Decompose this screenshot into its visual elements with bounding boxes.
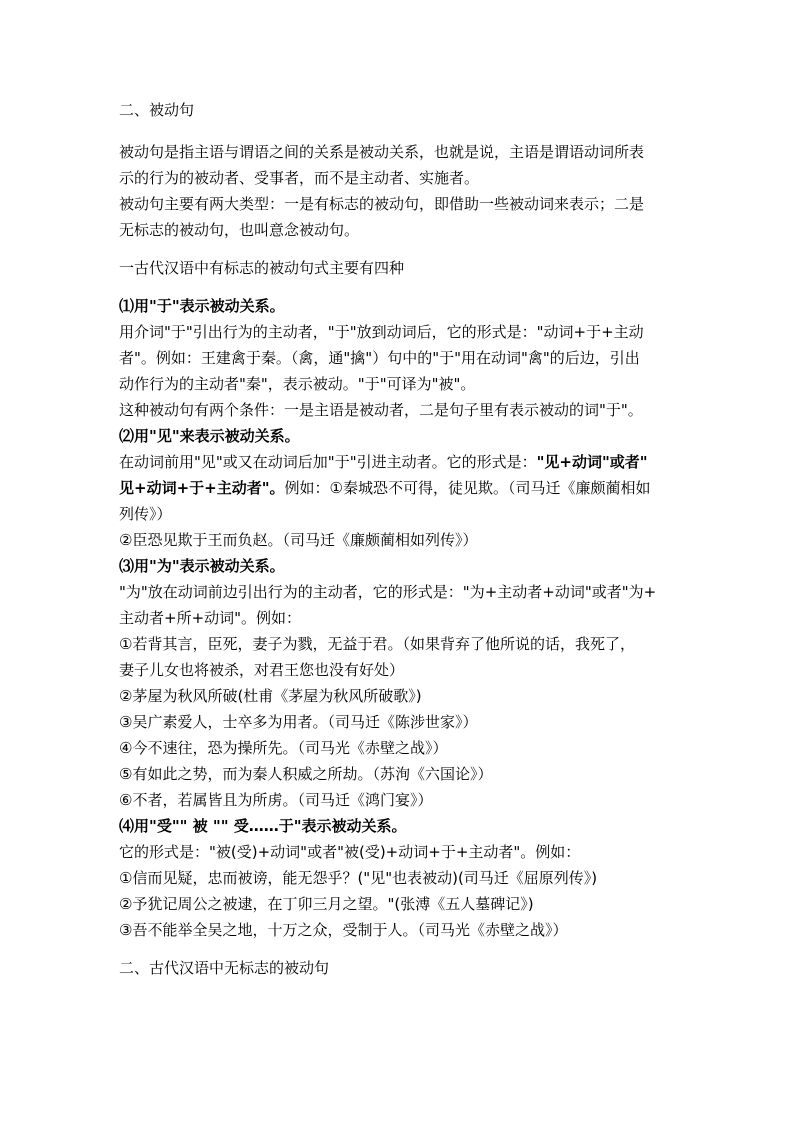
item2-line1-form: "见+动词"或者": [536, 453, 648, 471]
intro-line: 被动句主要有两大类型：一是有标志的被动句，即借助一些被动词来表示；二是: [119, 195, 645, 213]
item3-title: ⑶用"为"表示被动关系。: [119, 557, 285, 575]
intro-line: 无标志的被动句，也叫意念被动句。: [119, 221, 360, 239]
item2-line1-text: 在动词前用"见"或又在动词后加"于"引进主动者。它的形式是：: [119, 453, 537, 471]
item1-line: 动作行为的主动者"秦"，表示被动。"于"可译为"被"。: [119, 375, 476, 393]
item3-line: ②茅屋为秋风所破(杜甫《茅屋为秋风所破歌》): [119, 687, 422, 705]
item1-line: 用介词"于"引出行为的主动者，"于"放到动词后，它的形式是："动词+于+主动: [119, 323, 644, 341]
item3-line: "为"放在动词前边引出行为的主动者，它的形式是："为+主动者+动词"或者"为+: [119, 583, 657, 601]
item3-line: 妻子儿女也将被杀，对君王您也没有好处）: [119, 661, 405, 679]
intro-line: 示的行为的被动者、受事者，而不是主动者、实施者。: [119, 169, 480, 187]
item1-title: ⑴用"于"表示被动关系。: [119, 297, 285, 315]
item3-line: ③吴广素爱人，士卒多为用者。（司马迁《陈涉世家》）: [119, 713, 478, 731]
heading-passive-sentence: 二、被动句: [119, 101, 195, 119]
item2-line2-text: 例如：①秦城恐不可得，徒见欺。（司马迁《廉颇蔺相如: [284, 479, 651, 497]
item2-line: 列传》）: [119, 505, 172, 523]
item2-line: [119, 475, 689, 501]
document-page: [119, 97, 689, 981]
section-two-heading: 二、古代汉语中无标志的被动句: [119, 959, 330, 977]
item2-line: ②臣恐见欺于王而负赵。（司马迁《廉颇蔺相如列传》）: [119, 531, 478, 549]
item4-line: ③吾不能举全吴之地，十万之众，受制于人。（司马光《赤壁之战》）: [119, 921, 568, 939]
item1-line: 这种被动句有两个条件：一是主语是被动者，二是句子里有表示被动的词"于"。: [119, 401, 643, 419]
item1-line: 者"。例如：王建禽于秦。（禽，通"擒"）句中的"于"用在动词"禽"的后边，引出: [119, 349, 640, 367]
item3-line: ⑤有如此之势，而为秦人积威之所劫。（苏洵《六国论》）: [119, 765, 493, 783]
item2-line2-form: 见+动词+于+主动者"。: [119, 479, 285, 497]
item4-line: ①信而见疑，忠而被谤，能无怨乎？("见"也表被动)(司马迁《屈原列传》): [119, 869, 598, 887]
item2-title: ⑵用"见"来表示被动关系。: [119, 427, 300, 445]
item3-line: ⑥不者，若属皆且为所虏。（司马迁《鸿门宴》）: [119, 791, 433, 809]
intro-line: 被动句是指主语与谓语之间的关系是被动关系，也就是说，主语是谓语动词所表: [119, 143, 645, 161]
item2-line: [119, 449, 689, 475]
item3-line: 主动者+所+动词"。例如：: [119, 609, 302, 627]
item4-line: 它的形式是："被(受)+动词"或者"被(受)+动词+于+主动者"。例如：: [119, 843, 581, 861]
item4-line: ②予犹记周公之被逮，在丁卯三月之望。"(张溥《五人墓碑记》): [119, 895, 534, 913]
item3-line: ④今不速往，恐为操所先。（司马光《赤壁之战》）: [119, 739, 448, 757]
item3-line: ①若背其言，臣死，妻子为戮，无益于君。（如果背弃了他所说的话，我死了，: [119, 635, 635, 653]
item4-title: ⑷用"受"" 被 "" 受……于"表示被动关系。: [119, 817, 407, 835]
section-one-heading: 一古代汉语中有标志的被动句式主要有四种: [119, 259, 405, 277]
